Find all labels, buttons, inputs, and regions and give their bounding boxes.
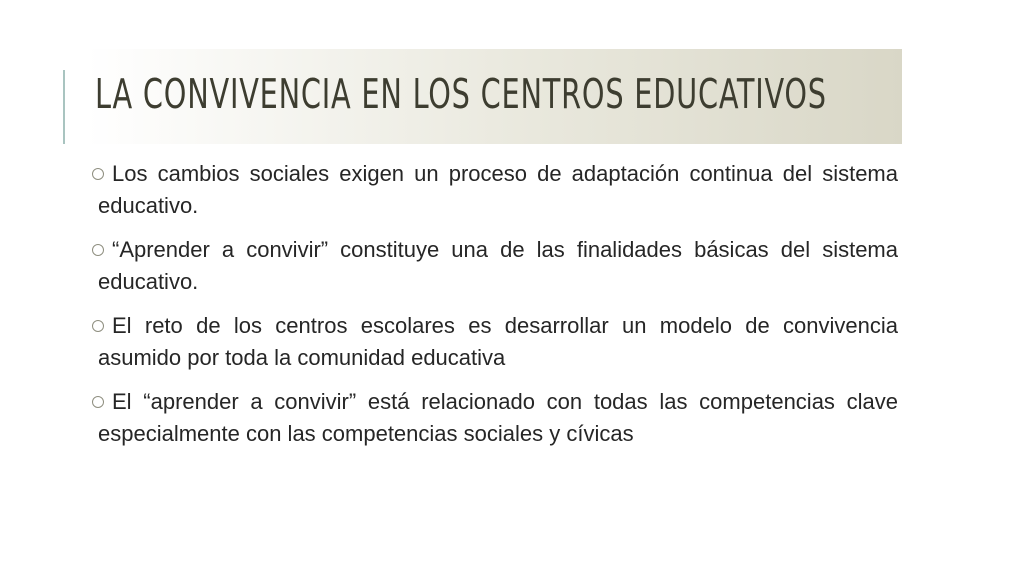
bullet-text: El “aprender a convivir” está relacionado con todas las competencias clave especialmente con las competencias sociales y cívicas [98, 389, 898, 446]
bullet-text: El reto de los centros escolares es desarrollar un modelo de convivencia asumido por toda la comunidad educativa [98, 313, 898, 370]
circle-outline-icon [92, 243, 106, 257]
bullet-item [98, 234, 898, 298]
bullet-text: Los cambios sociales exigen un proceso de adaptación continua del sistema educativo. [98, 161, 898, 218]
bullet-item [98, 386, 898, 450]
slide-title: LA CONVIVENCIA EN LOS CENTROS EDUCATIVOS [95, 70, 827, 118]
circle-outline-icon [92, 395, 106, 409]
circle-outline-icon [92, 167, 106, 181]
bullet-list [98, 158, 898, 462]
bullet-item [98, 310, 898, 374]
circle-outline-icon [92, 319, 106, 333]
bullet-item [98, 158, 898, 222]
accent-line [63, 70, 65, 144]
bullet-text: “Aprender a convivir” constituye una de las finalidades básicas del sistema educativo. [98, 237, 898, 294]
